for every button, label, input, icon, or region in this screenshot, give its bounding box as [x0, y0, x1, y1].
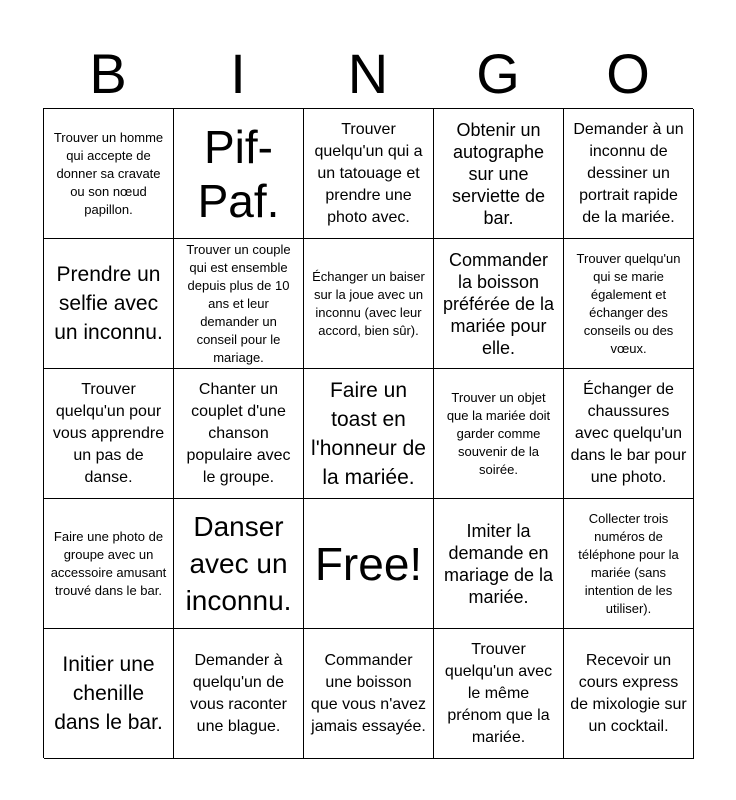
bingo-cell[interactable] — [174, 109, 304, 239]
bingo-cell[interactable] — [564, 499, 694, 629]
bingo-cell[interactable] — [434, 239, 564, 369]
bingo-cell-text: Faire un toast en l'honneur de la mariée. — [311, 378, 426, 489]
bingo-cell[interactable] — [304, 369, 434, 499]
header-letter-n: N — [347, 42, 389, 105]
bingo-cell-text: Pif-Paf. — [197, 120, 280, 227]
bingo-cell[interactable] — [564, 629, 694, 759]
bingo-cell[interactable] — [434, 499, 564, 629]
bingo-cell[interactable] — [564, 109, 694, 239]
bingo-cell[interactable] — [44, 369, 174, 499]
bingo-cell-text: Collecter trois numéros de téléphone pour la mariée (sans intention de les utiliser). — [578, 510, 679, 616]
bingo-cell[interactable] — [44, 239, 174, 369]
bingo-cell[interactable] — [44, 499, 174, 629]
bingo-cell[interactable] — [174, 369, 304, 499]
bingo-free-cell[interactable] — [304, 499, 434, 629]
bingo-cell-text: Trouver un couple qui est ensemble depuis plus de 10 ans et leur demander un conseil pour le mariage. — [186, 241, 291, 365]
bingo-cell-text: Faire une photo de groupe avec un accessoire amusant trouvé dans le bar. — [50, 528, 167, 598]
bingo-cell[interactable] — [44, 629, 174, 759]
bingo-cell[interactable] — [434, 369, 564, 499]
header-letter-b: B — [89, 42, 127, 105]
bingo-cell-text: Trouver quelqu'un qui se marie également et échanger des conseils ou des vœux. — [576, 250, 681, 356]
bingo-cell[interactable] — [304, 239, 434, 369]
bingo-cell-text: Free! — [314, 537, 423, 590]
bingo-cell-text: Imiter la demande en mariage de la mariée. — [443, 520, 554, 607]
bingo-cell[interactable] — [174, 239, 304, 369]
bingo-cell-text: Échanger un baiser sur la joue avec un inconnu (avec leur accord, bien sûr). — [312, 268, 425, 338]
bingo-cell[interactable] — [174, 499, 304, 629]
bingo-cell-text: Trouver un objet que la mariée doit garder comme souvenir de la soirée. — [446, 389, 551, 477]
bingo-cell-text: Danser avec un inconnu. — [185, 511, 292, 616]
bingo-cell-text: Commander une boisson que vous n'avez jamais essayée. — [310, 651, 427, 735]
bingo-cell[interactable] — [44, 109, 174, 239]
bingo-cell-text: Recevoir un cours express de mixologie sur un cocktail. — [570, 651, 687, 735]
bingo-cell-text: Chanter un couplet d'une chanson populaire avec le groupe. — [186, 380, 291, 486]
bingo-cell-text: Obtenir un autographe sur une serviette de bar. — [451, 119, 546, 228]
bingo-cell[interactable] — [434, 109, 564, 239]
bingo-cell[interactable] — [564, 369, 694, 499]
header-letter-i: I — [230, 42, 246, 105]
header-letter-g: G — [476, 42, 520, 105]
bingo-cell-text: Prendre un selfie avec un inconnu. — [54, 263, 163, 344]
bingo-cell[interactable] — [174, 629, 304, 759]
bingo-header — [43, 40, 693, 108]
bingo-cell[interactable] — [304, 629, 434, 759]
bingo-cell-text: Trouver quelqu'un pour vous apprendre un pas de danse. — [52, 380, 165, 486]
bingo-cell[interactable] — [564, 239, 694, 369]
header-letter-o: O — [606, 42, 650, 105]
bingo-cell[interactable] — [304, 109, 434, 239]
bingo-cell-text: Trouver quelqu'un avec le même prénom que la mariée. — [444, 640, 553, 746]
bingo-cell-text: Demander à un inconnu de dessiner un portrait rapide de la mariée. — [573, 120, 684, 226]
bingo-cell-text: Initier une chenille dans le bar. — [54, 653, 163, 734]
bingo-cell-text: Échanger de chaussures avec quelqu'un dans le bar pour une photo. — [570, 380, 687, 486]
bingo-cell-text: Demander à quelqu'un de vous raconter une blague. — [190, 651, 287, 735]
bingo-cell-text: Commander la boisson préférée de la mariée pour elle. — [442, 249, 555, 358]
bingo-cell[interactable] — [434, 629, 564, 759]
bingo-board — [43, 108, 693, 758]
bingo-cell-text: Trouver un homme qui accepte de donner sa cravate ou son nœud papillon. — [53, 129, 164, 217]
bingo-cell-text: Trouver quelqu'un qui a un tatouage et prendre une photo avec. — [314, 120, 423, 226]
